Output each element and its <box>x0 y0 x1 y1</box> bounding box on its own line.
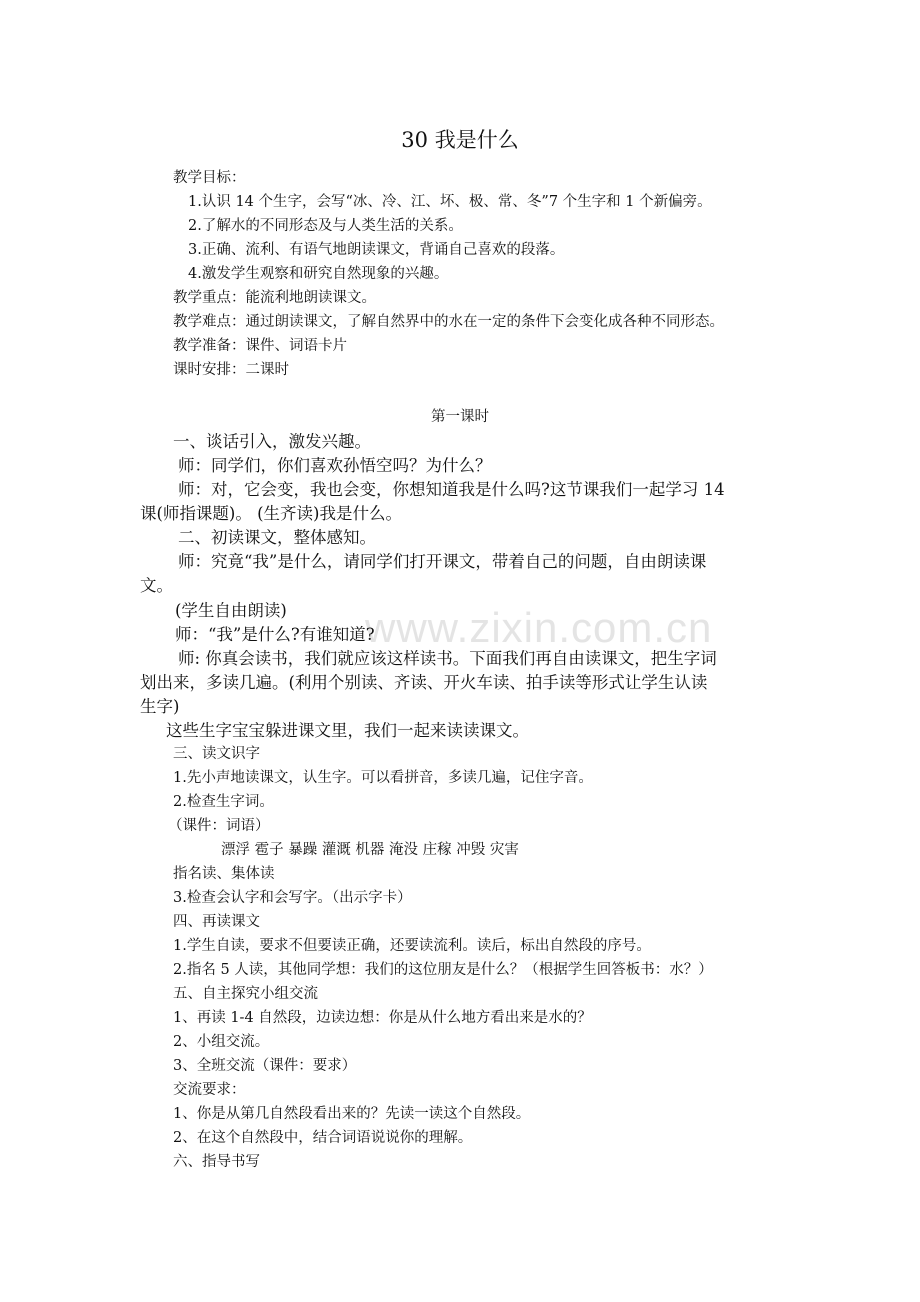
list-item: 交流要求： <box>173 1082 246 1098</box>
paragraph-line: (学生自由朗读) <box>175 601 287 620</box>
list-item: （课件：词语） <box>168 818 270 834</box>
paragraph-line: 师：对，它会变，我也会变，你想知道我是什么吗?这节课我们一起学习 14 <box>178 480 725 499</box>
paragraph-line: 这些生字宝宝躲进课文里，我们一起来读读课文。 <box>166 721 529 740</box>
objective-item: 2.了解水的不同形态及与人类生活的关系。 <box>188 218 463 234</box>
paragraph-line: 划出来，多读几遍。(利用个别读、齐读、开火车读、拍手读等形式让学生认读 <box>140 673 708 692</box>
paragraph-line: 课(师指课题)。 (生齐读)我是什么。 <box>140 504 402 523</box>
paragraph-line: 文。 <box>140 576 173 595</box>
section-heading: 六、指导书写 <box>173 1154 260 1170</box>
section-heading: 三、读文识字 <box>173 746 260 762</box>
list-item: 指名读、集体读 <box>173 866 275 882</box>
list-item: 3、全班交流（课件：要求） <box>173 1058 357 1074</box>
list-item: 2.检查生字词。 <box>173 794 274 810</box>
section-heading: 一、谈话引入，激发兴趣。 <box>173 432 371 451</box>
list-item: 1.学生自读，要求不但要读正确，还要读流利。读后，标出自然段的序号。 <box>173 938 651 954</box>
lesson-heading: 第一课时 <box>431 409 489 425</box>
paragraph-line: 师：“我”是什么?有谁知道? <box>175 625 375 644</box>
section-heading: 二、初读课文，整体感知。 <box>178 528 376 547</box>
list-item: 3.检查会认字和会写字。（出示字卡） <box>173 890 412 906</box>
paragraph-line: 师：同学们，你们喜欢孙悟空吗？为什么？ <box>178 456 492 475</box>
difficulty: 教学难点：通过朗读课文，了解自然界中的水在一定的条件下会变化成各种不同形态。 <box>173 314 724 330</box>
objective-item: 4.激发学生观察和研究自然现象的兴趣。 <box>188 266 449 282</box>
preparation: 教学准备：课件、词语卡片 <box>173 338 347 354</box>
key-point: 教学重点：能流利地朗读课文。 <box>173 290 376 306</box>
objective-item: 1.认识 14 个生字，会写“冰、冷、江、坏、极、常、冬”7 个生字和 1 个新偏旁。 <box>188 194 712 210</box>
list-item: 2、小组交流。 <box>173 1034 270 1050</box>
page-title: 30 我是什么 <box>401 128 519 152</box>
paragraph-line: 师：究竟“我”是什么，请同学们打开课文，带着自己的问题，自由朗读课 <box>178 552 707 571</box>
list-item: 1.先小声地读课文，认生字。可以看拼音，多读几遍，记住字音。 <box>173 770 593 786</box>
list-item: 2.指名 5 人读，其他同学想：我们的这位朋友是什么？（根据学生回答板书：水？） <box>173 962 713 978</box>
section-heading: 五、自主探究小组交流 <box>173 986 318 1002</box>
paragraph-line: 师: 你真会读书，我们就应该这样读书。下面我们再自由读课文，把生字词 <box>178 649 717 668</box>
paragraph-line: 生字) <box>140 697 180 716</box>
vocabulary-list: 漂浮 雹子 暴躁 灌溉 机器 淹没 庄稼 冲毁 灾害 <box>221 842 519 858</box>
list-item: 1、你是从第几自然段看出来的？先读一读这个自然段。 <box>173 1106 531 1122</box>
objective-item: 3.正确、流利、有语气地朗读课文，背诵自己喜欢的段落。 <box>188 242 565 258</box>
objectives-heading: 教学目标： <box>173 170 246 186</box>
list-item: 2、在这个自然段中，结合词语说说你的理解。 <box>173 1130 473 1146</box>
list-item: 1、再读 1-4 自然段，边读边想：你是从什么地方看出来是水的？ <box>173 1010 592 1026</box>
watermark: www.zixin.com.cn <box>365 604 713 651</box>
section-heading: 四、再读课文 <box>173 914 260 930</box>
schedule: 课时安排：二课时 <box>173 362 289 378</box>
